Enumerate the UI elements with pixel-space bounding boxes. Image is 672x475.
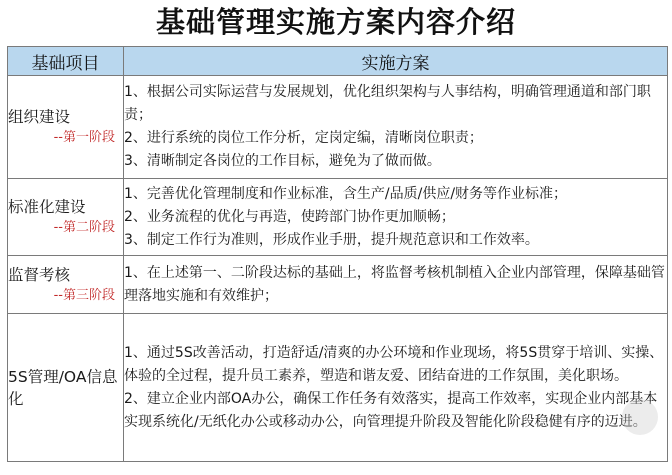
category-name: 监督考核 bbox=[8, 265, 71, 284]
plan-cell bbox=[124, 256, 668, 314]
category-name: 标准化建设 bbox=[8, 198, 86, 216]
watermark-logo bbox=[622, 399, 658, 435]
table-row-5s-oa bbox=[8, 314, 668, 462]
category-cell bbox=[8, 179, 124, 256]
table-row-organization bbox=[8, 76, 668, 179]
table-header-row bbox=[8, 47, 668, 76]
category-name: 组织建设 bbox=[8, 108, 71, 126]
plan-item: 1、通过5S改善活动，打造舒适/清爽的办公环境和作业现场，将5S贯穿于培训、实操、体验的全过程，提升员工素养，塑造和谐友爱、团结奋进的工作氛围，美化职场。 bbox=[124, 344, 664, 384]
plan-item: 2、建立企业内部OA办公，确保工作任务有效落实，提高工作效率，实现企业内部基本实现系统化/无纸化办公或移动办公，向管理提升阶段及智能化阶段稳健有序的迈进。 bbox=[124, 390, 658, 430]
plan-cell bbox=[124, 314, 668, 462]
plan-item: 1、在上述第一、二阶段达标的基础上，将监督考核机制植入企业内部管理，保障基础管理落地实施和有效维护； bbox=[124, 264, 665, 304]
plan-item: 3、清晰制定各岗位的工作目标，避免为了做而做。 bbox=[124, 153, 441, 169]
category-cell bbox=[8, 76, 124, 179]
plan-item: 1、根据公司实际运营与发展规划，优化组织架构与人事结构，明确管理通道和部门职责； bbox=[124, 84, 651, 123]
plan-table bbox=[7, 46, 668, 462]
table-row-supervision bbox=[8, 256, 668, 314]
category-cell bbox=[8, 314, 124, 462]
table-row-standardization bbox=[8, 179, 668, 256]
plan-item: 3、制定工作行为准则，形成作业手册，提升规范意识和工作效率。 bbox=[124, 231, 539, 248]
header-category: 基础项目 bbox=[8, 47, 124, 76]
header-plan: 实施方案 bbox=[124, 47, 668, 76]
phase-label: --第二阶段 bbox=[53, 220, 115, 235]
page-title: 基础管理实施方案内容介绍 bbox=[155, 5, 516, 39]
plan-item: 2、业务流程的优化与再造，使跨部门协作更加顺畅； bbox=[124, 208, 455, 225]
category-name: 5S管理/OA信息化 bbox=[8, 367, 118, 408]
phase-label: --第一阶段 bbox=[53, 130, 115, 145]
category-cell bbox=[8, 256, 124, 314]
plan-item: 2、进行系统的岗位工作分析，定岗定编，清晰岗位职责； bbox=[124, 130, 483, 146]
plan-item: 1、完善优化管理制度和作业标准，含生产/品质/供应/财务等作业标准； bbox=[124, 185, 568, 202]
plan-cell bbox=[124, 76, 668, 179]
phase-label: --第三阶段 bbox=[53, 287, 115, 303]
plan-cell bbox=[124, 179, 668, 256]
